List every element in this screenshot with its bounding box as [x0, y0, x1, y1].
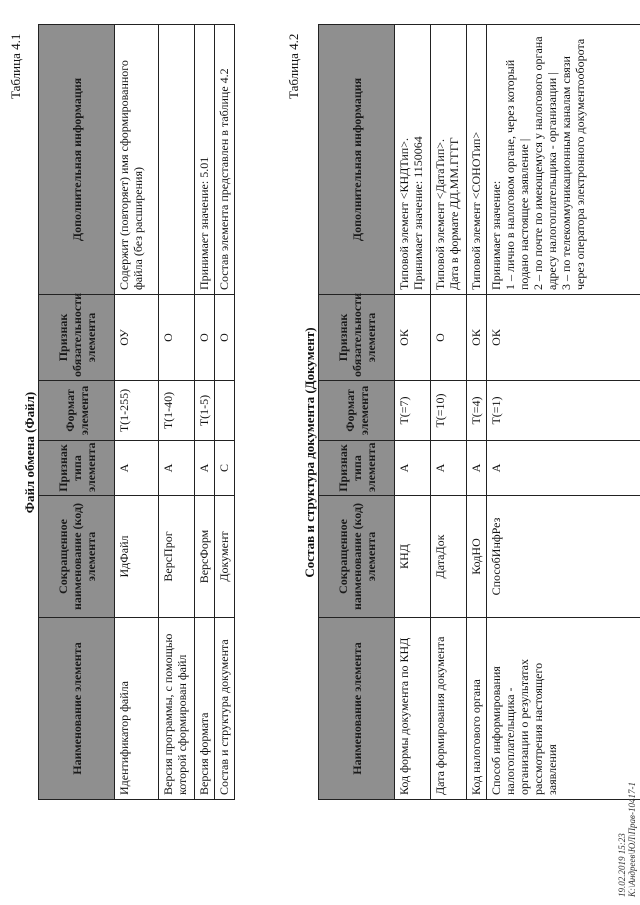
header-code: Сокращенное наименование (код) элемента	[39, 496, 115, 618]
cell-info: Принимает значение: 1 – лично в налоговом органе, через который подано настоящее заявление | 2 – по почте по имеющемуся у налогового органа адресу налогоплательщика - организации | 3 – по телекоммуникационным каналам связи через оператора электронного документооборота	[487, 25, 640, 295]
header-name: Наименование элемента	[319, 618, 395, 800]
cell-name: Дата формирования документа	[431, 618, 467, 800]
table-4-2-title: Состав и структура документа (Документ)	[302, 327, 317, 578]
cell-name: Код формы документа по КНД	[395, 618, 431, 800]
cell-code: ВерсФорм	[195, 496, 215, 618]
table-row	[215, 25, 235, 800]
cell-name: Способ информирования налогоплательщика - организации о результатах рассмотрения настоящего заявления	[487, 618, 640, 800]
table-4-1-title: Файл обмена (Файл)	[22, 391, 37, 514]
cell-format	[215, 381, 235, 441]
header-required: Признак обязательности элемента	[39, 295, 115, 381]
cell-name: Идентификатор файла	[115, 618, 159, 800]
cell-name: Код налогового органа	[467, 618, 487, 800]
cell-type: А	[395, 441, 431, 496]
header-info: Дополнительная информация	[319, 25, 395, 295]
cell-code: ИдФайл	[115, 496, 159, 618]
cell-info: Содержит (повторяет) имя сформированного файла (без расширения)	[115, 25, 159, 295]
cell-code: СпособИнфРез	[487, 496, 640, 618]
header-format: Формат элемента	[39, 381, 115, 441]
cell-info: Типовой элемент <ДатаТип>. Дата в формате ДД.ММ.ГГГГ	[431, 25, 467, 295]
cell-required: О	[431, 295, 467, 381]
print-stamp	[617, 782, 637, 897]
cell-required: О	[215, 295, 235, 381]
cell-required: ОК	[487, 295, 640, 381]
header-name: Наименование элемента	[39, 618, 115, 800]
table-row	[431, 25, 467, 800]
cell-type: А	[159, 441, 195, 496]
cell-info: Типовой элемент <СОНОТип>	[467, 25, 487, 295]
stamp-date: 19.02.2019 15:23	[617, 833, 627, 897]
cell-type: А	[467, 441, 487, 496]
header-required: Признак обязательности элемента	[319, 295, 395, 381]
cell-code: ВерсПрог	[159, 496, 195, 618]
cell-required: ОК	[395, 295, 431, 381]
table-header-row	[319, 25, 395, 800]
table-row	[467, 25, 487, 800]
cell-type: А	[431, 441, 467, 496]
cell-format: T(1-255)	[115, 381, 159, 441]
cell-name: Версия формата	[195, 618, 215, 800]
cell-format: T(=7)	[395, 381, 431, 441]
header-type: Признак типа элемента	[319, 441, 395, 496]
cell-format: T(1-5)	[195, 381, 215, 441]
cell-code: Документ	[215, 496, 235, 618]
cell-format: T(=4)	[467, 381, 487, 441]
table-4-1-label: Таблица 4.1	[8, 33, 23, 99]
cell-info	[159, 25, 195, 295]
cell-type: А	[115, 441, 159, 496]
cell-info: Принимает значение: 5.01	[195, 25, 215, 295]
header-code: Сокращенное наименование (код) элемента	[319, 496, 395, 618]
stamp-path: К:\Андреев\ЮЛ\Прав-10417-1	[627, 782, 637, 897]
header-format: Формат элемента	[319, 381, 395, 441]
table-header-row	[39, 25, 115, 800]
cell-required: О	[159, 295, 195, 381]
cell-info: Типовой элемент <КНДТип>. Принимает значение: 1150064	[395, 25, 431, 295]
cell-type: С	[215, 441, 235, 496]
cell-type: А	[195, 441, 215, 496]
table-row	[115, 25, 159, 800]
table-4-2-label: Таблица 4.2	[286, 33, 301, 99]
cell-info: Состав элемента представлен в таблице 4.2	[215, 25, 235, 295]
cell-format: T(=1)	[487, 381, 640, 441]
table-4-1	[38, 24, 235, 800]
cell-code: ДатаДок	[431, 496, 467, 618]
cell-format: T(=10)	[431, 381, 467, 441]
header-type: Признак типа элемента	[39, 441, 115, 496]
cell-code: КодНО	[467, 496, 487, 618]
table-4-2	[318, 24, 640, 800]
table-row	[159, 25, 195, 800]
table-row	[395, 25, 431, 800]
table-row	[487, 25, 640, 800]
cell-name: Версия программы, с помощью которой сформирован файл	[159, 618, 195, 800]
cell-required: О	[195, 295, 215, 381]
cell-format: T(1-40)	[159, 381, 195, 441]
cell-type: А	[487, 441, 640, 496]
header-info: Дополнительная информация	[39, 25, 115, 295]
table-row	[195, 25, 215, 800]
cell-required: ОК	[467, 295, 487, 381]
cell-required: ОУ	[115, 295, 159, 381]
cell-code: КНД	[395, 496, 431, 618]
cell-name: Состав и структура документа	[215, 618, 235, 800]
